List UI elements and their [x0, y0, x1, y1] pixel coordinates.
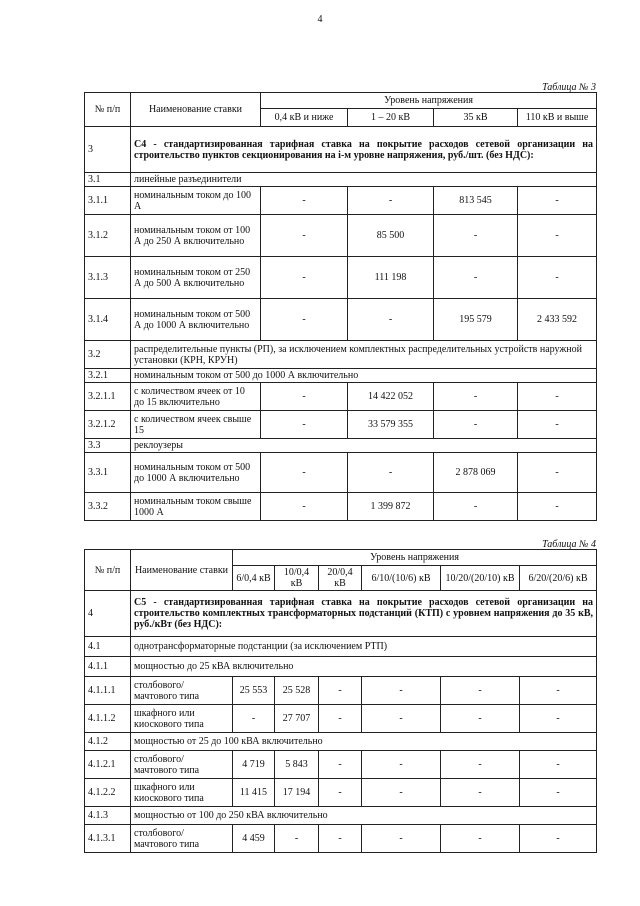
row-number: 3.3.1 [85, 453, 131, 493]
rate-name: номинальным током от 500 А до 1000 А включительно [131, 299, 261, 341]
rate-value: - [518, 187, 597, 215]
row-number: 4.1.3 [85, 807, 131, 825]
rate-value: - [434, 383, 518, 411]
rate-value: - [520, 677, 597, 705]
table3-caption: Таблица № 3 [542, 82, 596, 93]
rate-name: номинальным током от 250 А до 500 А включительно [131, 257, 261, 299]
table4-caption: Таблица № 4 [542, 539, 596, 550]
col-header-voltage: 0,4 кВ и ниже [261, 109, 348, 127]
row-number: 3.3 [85, 439, 131, 453]
rate-value: - [348, 187, 434, 215]
row-number: 3.1.1 [85, 187, 131, 215]
rate-value: - [233, 705, 275, 733]
table-row [85, 369, 597, 383]
col-header-voltage-level: Уровень напряжения [233, 550, 597, 566]
rate-value: - [434, 257, 518, 299]
table-row [85, 751, 597, 779]
rate-value: - [319, 751, 362, 779]
rate-value: - [261, 383, 348, 411]
rate-value: - [261, 257, 348, 299]
col-header-voltage: 10/20/(20/10) кВ [441, 566, 520, 591]
col-header-voltage: 10/0,4 кВ [275, 566, 319, 591]
col-header-voltage: 1 – 20 кВ [348, 109, 434, 127]
page-number: 4 [317, 14, 323, 25]
row-number: 4.1.1 [85, 657, 131, 677]
table-row [85, 677, 597, 705]
row-number: 3.2.1.2 [85, 411, 131, 439]
row-number: 3.3.2 [85, 493, 131, 521]
rate-value: - [261, 493, 348, 521]
rate-name: с количеством ячеек свыше 15 [131, 411, 261, 439]
rate-value: 14 422 052 [348, 383, 434, 411]
rate-value: - [348, 453, 434, 493]
rate-value: - [261, 215, 348, 257]
row-number: 4 [85, 591, 131, 637]
row-number: 4.1 [85, 637, 131, 657]
rate-value: - [520, 751, 597, 779]
row-number: 4.1.2.1 [85, 751, 131, 779]
rate-value: 4 719 [233, 751, 275, 779]
table-row [85, 591, 597, 637]
row-number: 4.1.3.1 [85, 825, 131, 853]
section-title: С5 - стандартизированная тарифная ставка на покрытие расходов сетевой организации на строительство комплектных трансформаторных подстанций (КТП) с уровнем напряжения до 35 кВ, руб./кВт (без НДС): [131, 591, 597, 637]
table-row [85, 187, 597, 215]
rate-value: - [319, 705, 362, 733]
rate-value: - [261, 411, 348, 439]
row-number: 3.1.2 [85, 215, 131, 257]
col-header-voltage-level: Уровень напряжения [261, 93, 597, 109]
table-row [85, 341, 597, 369]
rate-value: 17 194 [275, 779, 319, 807]
rate-value: 25 528 [275, 677, 319, 705]
group-title: реклоузеры [131, 439, 597, 453]
group-title: номинальным током от 500 до 1000 А включительно [131, 369, 597, 383]
row-number: 3 [85, 127, 131, 173]
table-row [85, 299, 597, 341]
rate-value: - [518, 383, 597, 411]
rate-name: столбового/ мачтового типа [131, 751, 233, 779]
rate-value: - [518, 411, 597, 439]
group-title: линейные разъединители [131, 173, 597, 187]
table-row [85, 705, 597, 733]
rate-value: - [362, 779, 441, 807]
row-number: 3.2.1.1 [85, 383, 131, 411]
row-number: 3.1.3 [85, 257, 131, 299]
rate-name: столбового/ мачтового типа [131, 825, 233, 853]
row-number: 3.2.1 [85, 369, 131, 383]
rate-name: столбового/ мачтового типа [131, 677, 233, 705]
rate-name: номинальным током до 100 А [131, 187, 261, 215]
rate-name: шкафного или киоскового типа [131, 705, 233, 733]
rate-value: - [441, 751, 520, 779]
rate-value: - [319, 677, 362, 705]
rate-name: номинальным током от 500 до 1000 А включительно [131, 453, 261, 493]
table-3 [84, 92, 597, 521]
rate-name: номинальным током от 100 А до 250 А включительно [131, 215, 261, 257]
rate-value: 1 399 872 [348, 493, 434, 521]
group-title: мощностью от 25 до 100 кВА включительно [131, 733, 597, 751]
rate-value: - [518, 453, 597, 493]
col-header-num: № п/п [85, 550, 131, 591]
row-number: 4.1.2 [85, 733, 131, 751]
row-number: 3.1.4 [85, 299, 131, 341]
rate-value: - [362, 677, 441, 705]
rate-name: с количеством ячеек от 10 до 15 включительно [131, 383, 261, 411]
rate-value: 25 553 [233, 677, 275, 705]
table-row [85, 127, 597, 173]
group-title: мощностью до 25 кВА включительно [131, 657, 597, 677]
col-header-num: № п/п [85, 93, 131, 127]
rate-value: 85 500 [348, 215, 434, 257]
rate-value: - [441, 705, 520, 733]
table-row [85, 779, 597, 807]
rate-value: - [518, 215, 597, 257]
rate-value: - [434, 215, 518, 257]
rate-value: 813 545 [434, 187, 518, 215]
rate-value: - [441, 677, 520, 705]
rate-value: - [319, 825, 362, 853]
rate-value: - [434, 411, 518, 439]
col-header-voltage: 110 кВ и выше [518, 109, 597, 127]
rate-value: 111 198 [348, 257, 434, 299]
rate-name: шкафного или киоскового типа [131, 779, 233, 807]
table4-header-row [85, 550, 597, 566]
table-row [85, 173, 597, 187]
rate-value: - [520, 779, 597, 807]
rate-name: номинальным током свыше 1000 А [131, 493, 261, 521]
rate-value: 33 579 355 [348, 411, 434, 439]
rate-value: - [261, 187, 348, 215]
table-4 [84, 549, 597, 853]
table-row [85, 257, 597, 299]
row-number: 4.1.1.2 [85, 705, 131, 733]
table-row [85, 493, 597, 521]
row-number: 3.2 [85, 341, 131, 369]
col-header-voltage: 35 кВ [434, 109, 518, 127]
section-title: С4 - стандартизированная тарифная ставка на покрытие расходов сетевой организации на строительство пунктов секционирования на i-м уровне напряжения, руб./шт. (без НДС): [131, 127, 597, 173]
rate-value: 195 579 [434, 299, 518, 341]
rate-value: - [441, 779, 520, 807]
row-number: 3.1 [85, 173, 131, 187]
rate-value: - [348, 299, 434, 341]
table-row [85, 383, 597, 411]
group-title: однотрансформаторные подстанции (за исключением РТП) [131, 637, 597, 657]
table-row [85, 637, 597, 657]
rate-value: - [319, 779, 362, 807]
rate-value: - [520, 705, 597, 733]
rate-value: - [362, 705, 441, 733]
group-title: мощностью от 100 до 250 кВА включительно [131, 807, 597, 825]
rate-value: 27 707 [275, 705, 319, 733]
rate-value: - [362, 751, 441, 779]
rate-value: - [441, 825, 520, 853]
rate-value: - [518, 493, 597, 521]
table-row [85, 657, 597, 677]
rate-value: - [275, 825, 319, 853]
table-row [85, 825, 597, 853]
rate-value: - [520, 825, 597, 853]
col-header-voltage: 6/0,4 кВ [233, 566, 275, 591]
rate-value: 2 878 069 [434, 453, 518, 493]
table-row [85, 733, 597, 751]
rate-value: 5 843 [275, 751, 319, 779]
rate-value: 2 433 592 [518, 299, 597, 341]
row-number: 4.1.1.1 [85, 677, 131, 705]
row-number: 4.1.2.2 [85, 779, 131, 807]
rate-value: - [434, 493, 518, 521]
rate-value: 4 459 [233, 825, 275, 853]
rate-value: - [261, 453, 348, 493]
table-row [85, 439, 597, 453]
col-header-name: Наименование ставки [131, 93, 261, 127]
rate-value: - [362, 825, 441, 853]
group-title: распределительные пункты (РП), за исключением комплектных распределительных устройств наружной установки (КРН, КРУН) [131, 341, 597, 369]
rate-value: - [518, 257, 597, 299]
col-header-voltage: 6/10/(10/6) кВ [362, 566, 441, 591]
col-header-voltage: 6/20/(20/6) кВ [520, 566, 597, 591]
col-header-name: Наименование ставки [131, 550, 233, 591]
col-header-voltage: 20/0,4 кВ [319, 566, 362, 591]
table-row [85, 411, 597, 439]
table-row [85, 215, 597, 257]
table3-header-row [85, 93, 597, 109]
rate-value: - [261, 299, 348, 341]
rate-value: 11 415 [233, 779, 275, 807]
table-row [85, 807, 597, 825]
table-row [85, 453, 597, 493]
